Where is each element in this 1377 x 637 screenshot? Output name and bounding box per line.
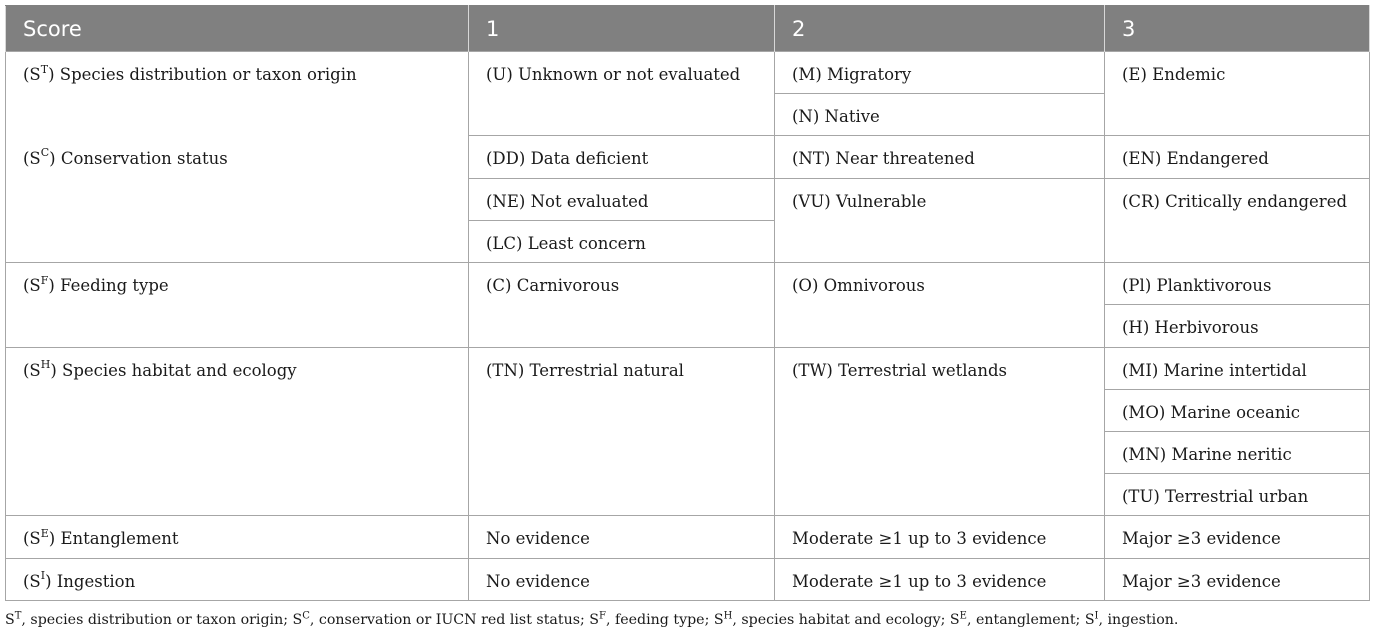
table-footnote: $S^T$, species distribution or taxon origin; $S^C$, conservation or IUCN red list status; $S^F$, feeding type; $S^H$, species habitat and ecology; $S^E$, entanglement; $S^I$, ingestion. [5, 610, 1179, 628]
cell: (N) Native [775, 94, 1105, 136]
cell: (MN) Marine neritic [1105, 431, 1370, 473]
cell: (MO) Marine oceanic [1105, 389, 1370, 431]
cell: (LC) Least concern [469, 220, 775, 262]
table-row [6, 52, 1370, 94]
cell: (MI) Marine intertidal [1105, 347, 1370, 389]
cell: (TW) Terrestrial wetlands [775, 347, 1105, 516]
row-label-distribution: $(S^T)$ Species distribution or taxon origin [6, 52, 469, 136]
header-score-3: 3 [1105, 6, 1370, 52]
cell: (TU) Terrestrial urban [1105, 474, 1370, 516]
cell: No evidence [469, 516, 775, 558]
row-label-conservation: $(S^C)$ Conservation status [6, 136, 469, 263]
cell: (NE) Not evaluated [469, 178, 775, 220]
table-row [6, 516, 1370, 558]
cell: (U) Unknown or not evaluated [469, 52, 775, 136]
table-row [6, 136, 1370, 178]
score-table [5, 5, 1370, 601]
table-row [6, 558, 1370, 600]
cell: (C) Carnivorous [469, 263, 775, 347]
cell: (H) Herbivorous [1105, 305, 1370, 347]
row-label-entanglement: $(S^E)$ Entanglement [6, 516, 469, 558]
cell: (TN) Terrestrial natural [469, 347, 775, 516]
cell: No evidence [469, 558, 775, 600]
header-score: Score [6, 6, 469, 52]
row-label-habitat: $(S^H)$ Species habitat and ecology [6, 347, 469, 516]
header-row [6, 6, 1370, 52]
cell: Major ≥3 evidence [1105, 516, 1370, 558]
header-score-2: 2 [775, 6, 1105, 52]
cell: (E) Endemic [1105, 52, 1370, 136]
cell: (VU) Vulnerable [775, 178, 1105, 262]
cell: Moderate ≥1 up to 3 evidence [775, 558, 1105, 600]
header-score-1: 1 [469, 6, 775, 52]
cell: (EN) Endangered [1105, 136, 1370, 178]
row-label-feeding: $(S^F)$ Feeding type [6, 263, 469, 347]
cell: (Pl) Planktivorous [1105, 263, 1370, 305]
cell: (DD) Data deficient [469, 136, 775, 178]
cell: (NT) Near threatened [775, 136, 1105, 178]
cell: Major ≥3 evidence [1105, 558, 1370, 600]
table-row [6, 263, 1370, 305]
cell: (O) Omnivorous [775, 263, 1105, 347]
cell: (M) Migratory [775, 52, 1105, 94]
table-row [6, 347, 1370, 389]
row-label-ingestion: $(S^I)$ Ingestion [6, 558, 469, 600]
cell: (CR) Critically endangered [1105, 178, 1370, 262]
cell: Moderate ≥1 up to 3 evidence [775, 516, 1105, 558]
